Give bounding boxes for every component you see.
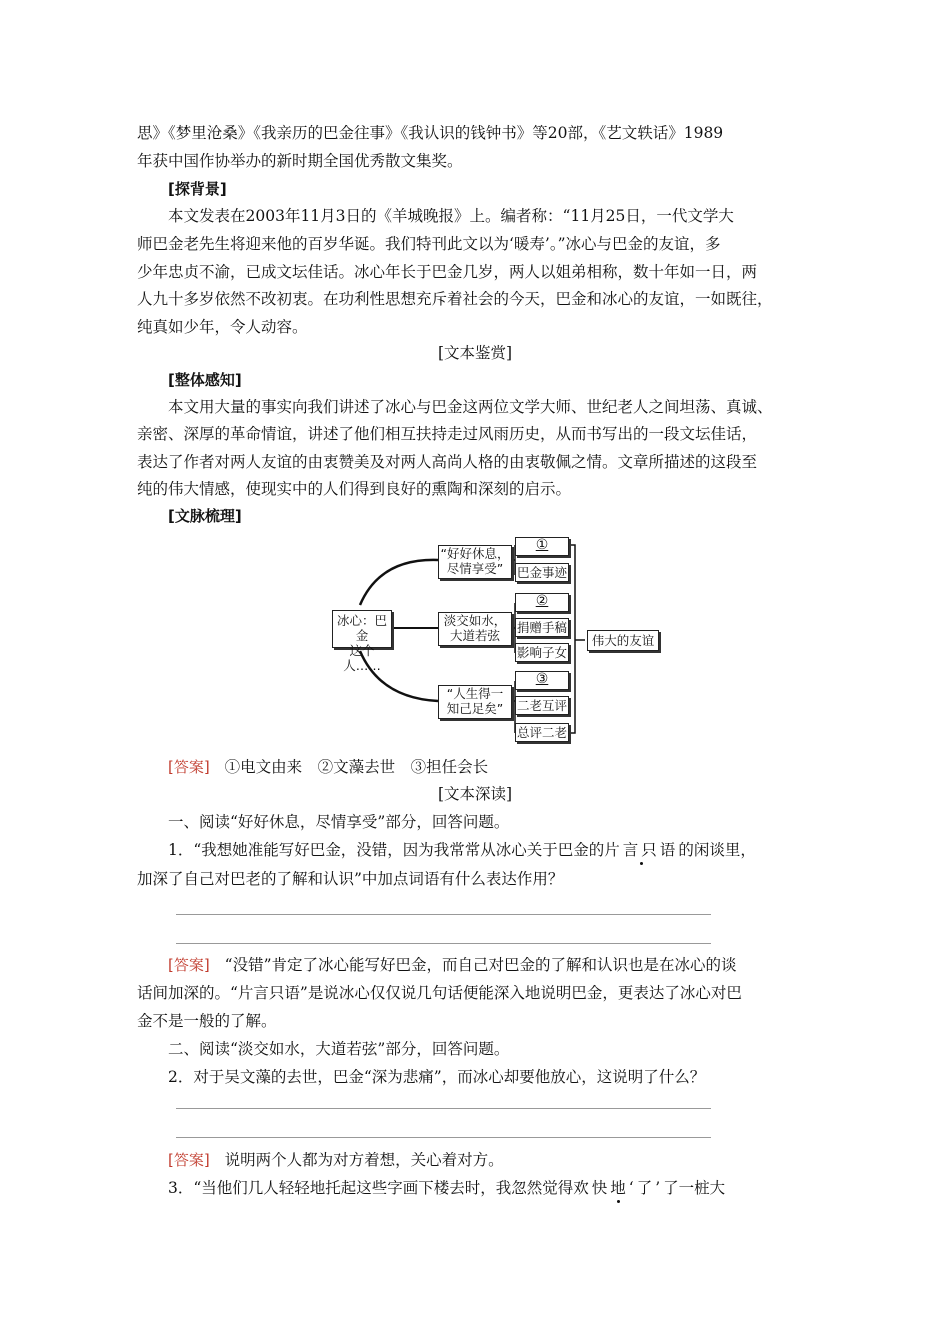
text-line: 少年忠贞不渝，已成文坛佳话。冰心年长于巴金几岁，两人以姐弟相称，数十年如一日，两 (137, 263, 758, 281)
branch-title-line: 大道若弦 (449, 628, 500, 643)
answer-text: ①电文由来 ②文藻去世 ③担任会长 (224, 758, 489, 776)
dotted-words: 片言只语 (604, 841, 679, 859)
diagram-item: 二老互评 (516, 698, 567, 713)
answer-blank-line[interactable] (176, 1137, 711, 1138)
answer-line (168, 955, 858, 975)
section-heading: [文本深读] (437, 785, 513, 803)
answer-label: [答案] (168, 758, 210, 776)
diagram-item: ① (515, 537, 569, 556)
question-3 (168, 1178, 858, 1198)
diagram-item: 影响子女 (516, 645, 567, 660)
question-2: 2．对于吴文藻的去世，巴金“深为悲痛”，而冰心却要他放心，这说明了什么？ (168, 1068, 706, 1086)
text-line: 纯真如少年，令人动容。 (137, 318, 308, 336)
branch-title-line: 淡交如水， (443, 613, 507, 628)
branch-title-line: 尽情享受” (446, 561, 504, 576)
answer-text: “没错”肯定了冰心能写好巴金，而自己对巴金的了解和认识也是在冰心的谈 (224, 956, 737, 974)
branch-title-line: “人生得一 (446, 686, 504, 701)
question-text: 3．“当他们几人轻轻地托起这些字画下楼去时，我忽然觉得 (168, 1179, 574, 1197)
section-tag-structure: [文脉梳理] (168, 507, 242, 525)
section-heading: [文本鉴赏] (437, 344, 513, 362)
text-line: 金不是一般的了解。 (137, 1012, 277, 1030)
question-text: 1．“我想她准能写好巴金，没错，因为我常常从冰心关于巴金的 (168, 841, 605, 859)
structure-diagram (330, 533, 670, 748)
answer-text: 说明两个人都为对方着想，关心着对方。 (224, 1151, 504, 1169)
text-line: 人九十多岁依然不改初衷。在功利性思想充斥着社会的今天，巴金和冰心的友谊，一如既往， (137, 290, 773, 308)
answer-line (168, 1150, 858, 1170)
part-heading: 一、阅读“好好休息，尽情享受”部分，回答问题。 (168, 813, 510, 831)
diagram-item: 巴金事迹 (516, 565, 567, 580)
diagram-result: 伟大的友谊 (587, 630, 659, 651)
text-line: 话间加深的。“片言只语”是说冰心仅仅说几句话便能深入地说明巴金，更表达了冰心对巴 (137, 984, 742, 1002)
text-line: 师巴金老先生将迎来他的百岁华诞。我们特刊此文以为‘暖寿’。”冰心与巴金的友谊，多 (137, 235, 721, 253)
part-heading: 二、阅读“淡交如水，大道若弦”部分，回答问题。 (168, 1040, 510, 1058)
answer-blank-line[interactable] (176, 943, 711, 944)
text-line: 纯的伟大情感，使现实中的人们得到良好的熏陶和深刻的启示。 (137, 480, 572, 498)
text-line: 年获中国作协举办的新时期全国优秀散文集奖。 (137, 152, 463, 170)
diagram-root (332, 610, 392, 673)
text-line: 加深了自己对巴老的了解和认识”中加点词语有什么表达作用？ (137, 870, 564, 888)
text-line: 本文发表在2003年11月3日的《羊城晚报》上。编者称：“11月25日，一代文学大 (168, 207, 734, 225)
question-text: 了一桩大 (663, 1179, 726, 1197)
diagram-item: ② (515, 593, 569, 612)
diagram-item: 总评二老 (516, 725, 567, 740)
branch-title-line: “好好休息， (440, 546, 510, 561)
branch-title-line: 知己足矣” (446, 701, 504, 716)
diagram-item: 捐赠手稿 (516, 620, 567, 635)
answer-label: [答案] (168, 1151, 210, 1169)
answer-blank-line[interactable] (176, 1108, 711, 1109)
dotted-words: 欢快地‘了’ (573, 1179, 664, 1197)
diagram-branch-1 (438, 545, 512, 579)
answer-blank-line[interactable] (176, 914, 711, 915)
section-tag-overall: [整体感知] (168, 371, 242, 389)
question-1 (168, 840, 858, 860)
answer-line (168, 757, 858, 777)
text-line: 思》《梦里沧桑》《我亲历的巴金往事》《我认识的钱钟书》等20部，《艺文轶话》1989 (137, 124, 724, 142)
diagram-item: ③ (515, 671, 569, 690)
text-line: 亲密、深厚的革命情谊，讲述了他们相互扶持走过风雨历史，从而书写出的一段文坛佳话， (137, 425, 758, 443)
diagram-branch-3 (438, 685, 512, 719)
question-text: 的闲谈里， (678, 841, 756, 859)
diagram-root-line: 这个人…… (343, 643, 381, 673)
text-line: 本文用大量的事实向我们讲述了冰心与巴金这两位文学大师、世纪老人之间坦荡、真诚、 (168, 398, 773, 416)
section-tag-background: [探背景] (168, 180, 227, 198)
diagram-root-line: 冰心：巴金 (336, 613, 387, 643)
diagram-branch-2 (438, 612, 512, 646)
text-line: 表达了作者对两人友谊的由衷赞美及对两人高尚人格的由衷敬佩之情。文章所描述的这段至 (137, 453, 758, 471)
answer-label: [答案] (168, 956, 210, 974)
